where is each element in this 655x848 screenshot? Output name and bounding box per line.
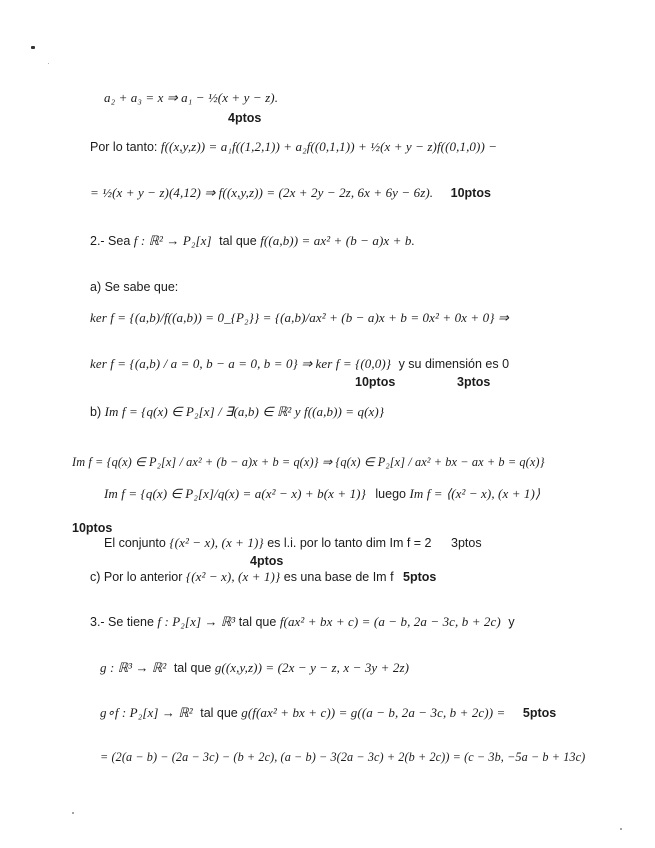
text-fragment: 3.- Se tiene bbox=[90, 615, 154, 629]
math-fragment: f : ℝ² → P₂[x] bbox=[133, 233, 212, 248]
math-fragment: f((x,y,z)) = a₁f((1,2,1)) + a₂f((0,1,1)) + ½(x + y − z)f((0,1,0)) − bbox=[160, 139, 498, 154]
scan-speck bbox=[72, 812, 74, 814]
text-line bbox=[100, 705, 556, 721]
score-label: 4ptos bbox=[228, 111, 262, 125]
text-fragment: c) Por lo anterior bbox=[90, 570, 183, 584]
score-label: 3ptos bbox=[457, 375, 491, 389]
text-line bbox=[90, 614, 515, 630]
scan-speck bbox=[31, 46, 35, 49]
score-label: 10ptos bbox=[355, 375, 396, 389]
score-label: 5ptos bbox=[522, 706, 557, 720]
text-fragment: 2.- Sea bbox=[90, 234, 131, 248]
text-fragment: tal que bbox=[219, 234, 257, 248]
text-fragment: es una base de Im f bbox=[283, 570, 394, 584]
math-fragment: g(f(ax² + bx + c)) = g((a − b, 2a − 3c, b + 2c)) = bbox=[241, 705, 506, 720]
text-line bbox=[90, 569, 436, 585]
text-line bbox=[90, 404, 384, 420]
text-fragment: b) bbox=[90, 405, 102, 419]
text-fragment: tal que bbox=[200, 706, 238, 720]
math-fragment: g((x,y,z)) = (2x − y − z, x − 3y + 2z) bbox=[214, 660, 410, 675]
math-fragment: ker f = {(a,b) / a = 0, b − a = 0, b = 0} ⇒ ker f = {(0,0)} bbox=[90, 356, 392, 371]
text-fragment: y bbox=[508, 615, 515, 629]
text-fragment: El conjunto bbox=[104, 536, 166, 550]
text-line bbox=[100, 660, 409, 676]
score-label: 5ptos bbox=[403, 570, 437, 584]
equation-line: Im f = {q(x) ∈ P₂[x] / ax² + (b − a)x + b = q(x)} ⇒ {q(x) ∈ P₂[x] / ax² + bx − ax + b = q(x)} bbox=[72, 455, 545, 469]
text-line bbox=[90, 356, 509, 372]
math-fragment: g : ℝ³ → ℝ² bbox=[100, 660, 167, 675]
text-fragment: tal que bbox=[173, 661, 212, 675]
math-fragment: {(x² − x), (x + 1)} bbox=[185, 569, 281, 584]
text-line bbox=[104, 535, 482, 551]
text-line bbox=[90, 185, 491, 201]
equation-line: ker f = {(a,b)/f((a,b)) = 0_{P₂}} = {(a,b)/ax² + (b − a)x + b = 0x² + 0x + 0} ⇒ bbox=[90, 310, 509, 325]
text-line bbox=[104, 486, 540, 502]
math-fragment: Im f = ⟨(x² − x), (x + 1)⟩ bbox=[409, 486, 541, 501]
equation-line: a₂ + a₃ = x ⇒ a₁ − ½(x + y − z). bbox=[104, 90, 279, 105]
text-fragment: Por lo tanto: bbox=[90, 140, 158, 154]
math-fragment: {(x² − x), (x + 1)} bbox=[169, 535, 264, 550]
text-fragment: tal que bbox=[238, 615, 277, 629]
math-fragment: g∘f : P₂[x] → ℝ² bbox=[100, 705, 193, 720]
text-fragment: luego bbox=[375, 487, 406, 501]
text-fragment: y su dimensión es 0 bbox=[398, 357, 510, 371]
score-label: 10ptos bbox=[72, 521, 113, 535]
math-fragment: Im f = {q(x) ∈ P₂[x] / ∃(a,b) ∈ ℝ² y f((a,b)) = q(x)} bbox=[104, 404, 385, 419]
text-fragment: es l.i. por lo tanto dim Im f = 2 bbox=[267, 536, 432, 550]
score-label: 4ptos bbox=[250, 554, 284, 568]
math-fragment: = ½(x + y − z)(4,12) ⇒ f((x,y,z)) = (2x + 2y − 2z, 6x + 6y − 6z). bbox=[90, 185, 434, 200]
score-label: 10ptos bbox=[450, 186, 491, 200]
math-fragment: f(ax² + bx + c) = (a − b, 2a − 3c, b + 2c) bbox=[279, 614, 501, 629]
text-line bbox=[90, 139, 497, 155]
math-fragment: Im f = {q(x) ∈ P₂[x]/q(x) = a(x² − x) + b(x + 1)} bbox=[104, 486, 366, 501]
text-line bbox=[90, 233, 415, 249]
text-line: a) Se sabe que: bbox=[90, 280, 179, 294]
math-fragment: f((a,b)) = ax² + (b − a)x + b. bbox=[260, 233, 415, 248]
math-fragment: f : P₂[x] → ℝ³ bbox=[157, 614, 236, 629]
score-label: 3ptos bbox=[451, 536, 482, 550]
scan-speck bbox=[48, 63, 49, 64]
equation-line: = (2(a − b) − (2a − 3c) − (b + 2c), (a − b) − 3(2a − 3c) + 2(b + 2c)) = (c − 3b, −5a − b + 13c) bbox=[100, 750, 586, 764]
scan-speck bbox=[620, 828, 622, 830]
